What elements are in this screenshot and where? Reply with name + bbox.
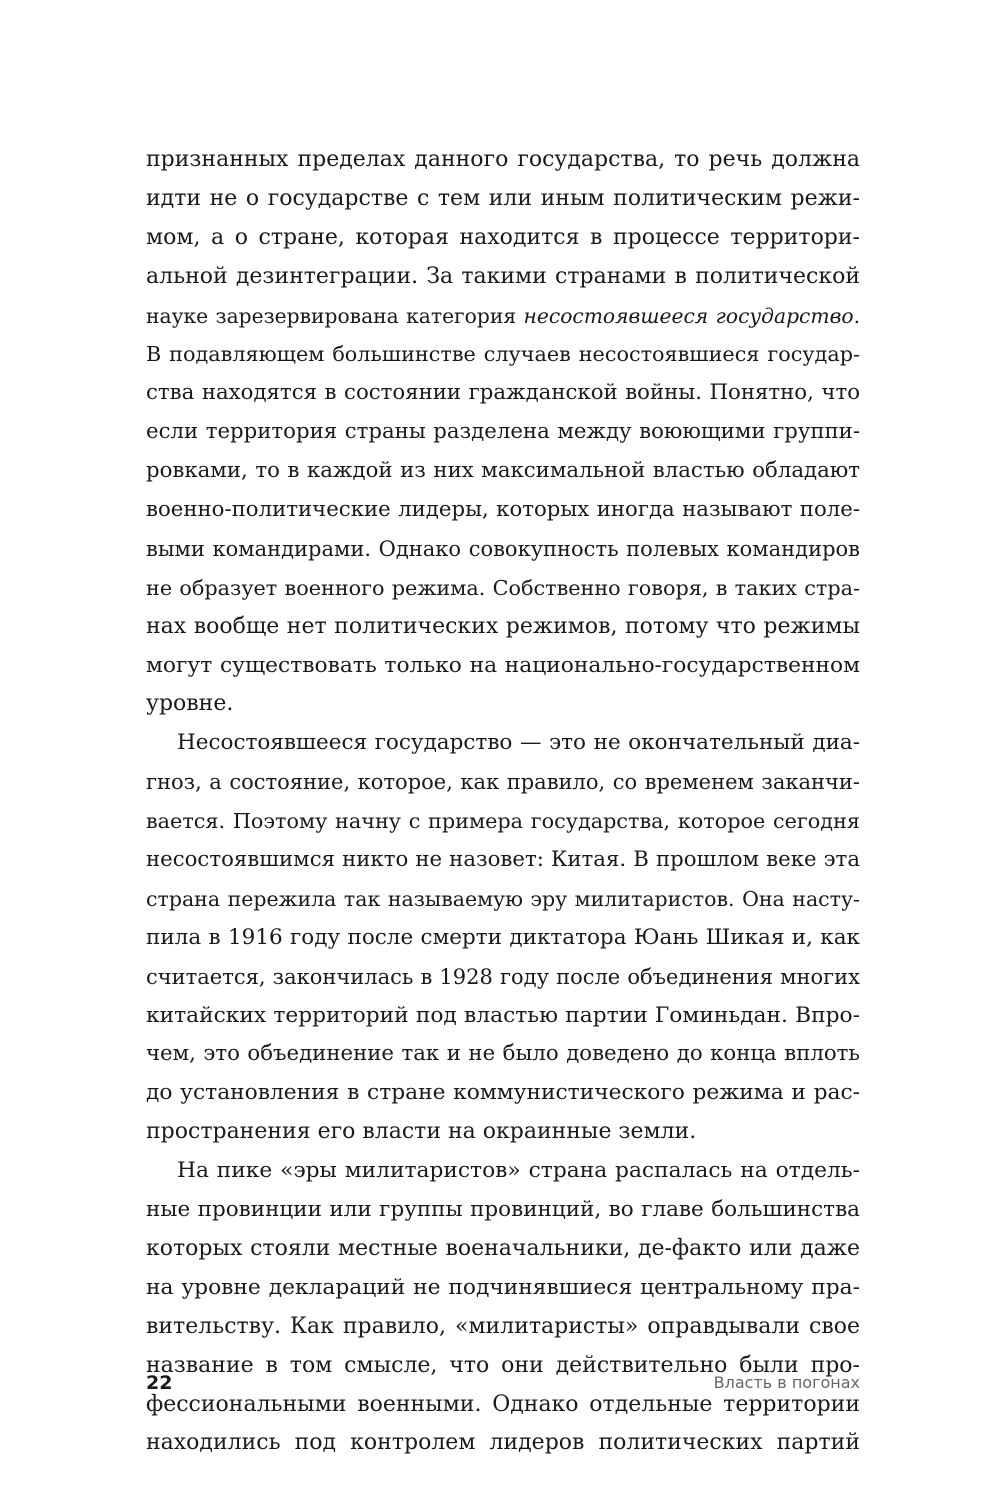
text-line: военно-политические лидеры, которых иногда называют поле- bbox=[146, 497, 860, 523]
text-line: до установления в стране коммунистического режима и рас- bbox=[146, 1080, 860, 1106]
text-line: уровне. bbox=[146, 691, 234, 717]
text-line: ства находятся в состоянии гражданской войны. Понятно, что bbox=[146, 380, 860, 406]
text-line: название в том смысле, что они действительно были про- bbox=[146, 1352, 860, 1378]
body-text bbox=[146, 141, 860, 1463]
paragraph-3 bbox=[146, 1152, 860, 1463]
text-line: вительству. Как правило, «милитаристы» оправдывали свое bbox=[146, 1313, 860, 1339]
text-line: чем, это объединение так и не было доведено до конца вплоть bbox=[146, 1041, 860, 1067]
page-footer bbox=[146, 1372, 860, 1402]
text-line: на уровне деклараций не подчинявшиеся центральному пра- bbox=[146, 1274, 860, 1300]
text-line: гноз, а состояние, которое, как правило, со временем заканчи- bbox=[146, 770, 860, 795]
text-line: находились под контролем лидеров политических партий bbox=[146, 1430, 860, 1456]
text-line: выми командирами. Однако совокупность полевых командиров bbox=[146, 536, 860, 561]
text-line: несостоявшимся никто не назовет: Китая. В прошлом веке эта bbox=[146, 847, 860, 873]
text-line: которых стояли местные военачальники, де-факто или даже bbox=[146, 1235, 860, 1261]
text-line: китайских территорий под властью партии Гоминьдан. Впро- bbox=[146, 1002, 860, 1028]
text-span: . bbox=[853, 303, 860, 328]
italic-term: несостоявшееся государство bbox=[523, 303, 854, 328]
text-line: В подавляющем большинстве случаев несостоявшиеся государ- bbox=[146, 342, 860, 367]
text-line: фессиональными военными. Однако отдельные территории bbox=[146, 1391, 860, 1417]
text-line: На пике «эры милитаристов» страна распалась на отдель- bbox=[177, 1158, 860, 1184]
text-line: мом, а о стране, которая находится в процессе территори- bbox=[146, 224, 860, 250]
text-line: пространения его власти на окраинные земли. bbox=[146, 1119, 697, 1145]
page-number: 22 bbox=[146, 1372, 173, 1394]
text-line: ные провинции или группы провинций, во главе большинства bbox=[146, 1197, 860, 1223]
paragraph-2 bbox=[146, 724, 860, 1152]
text-line: признанных пределах данного государства, то речь должна bbox=[146, 147, 860, 172]
text-line: вается. Поэтому начну с примера государства, которое сегодня bbox=[146, 809, 860, 834]
text-line: не образует военного режима. Собственно говоря, в таких стра- bbox=[146, 575, 860, 600]
text-line: идти не о государстве с тем или иным политическим режи- bbox=[146, 185, 860, 211]
text-line: считается, закончилась в 1928 году после объединения многих bbox=[146, 964, 860, 989]
text-line: пила в 1916 году после смерти диктатора Юань Шикая и, как bbox=[146, 924, 860, 950]
text-span: науке зарезервирована категория bbox=[146, 303, 517, 328]
text-line: могут существовать только на национально-государственном bbox=[146, 652, 860, 678]
text-line: альной дезинтеграции. За такими странами в политической bbox=[146, 263, 860, 289]
text-line: страна пережила так называемую эру милитаристов. Она насту- bbox=[146, 886, 860, 911]
running-title: Власть в погонах bbox=[713, 1373, 860, 1392]
text-line-with-term bbox=[146, 297, 860, 336]
text-line: если территория страны разделена между воюющими группи- bbox=[146, 419, 860, 445]
text-line: нах вообще нет политических режимов, потому что режимы bbox=[146, 613, 860, 639]
text-line: ровками, то в каждой из них максимальной властью обладают bbox=[146, 458, 860, 484]
paragraph-1 bbox=[146, 141, 860, 724]
text-line: Несостоявшееся государство — это не окончательный диа- bbox=[177, 730, 860, 756]
